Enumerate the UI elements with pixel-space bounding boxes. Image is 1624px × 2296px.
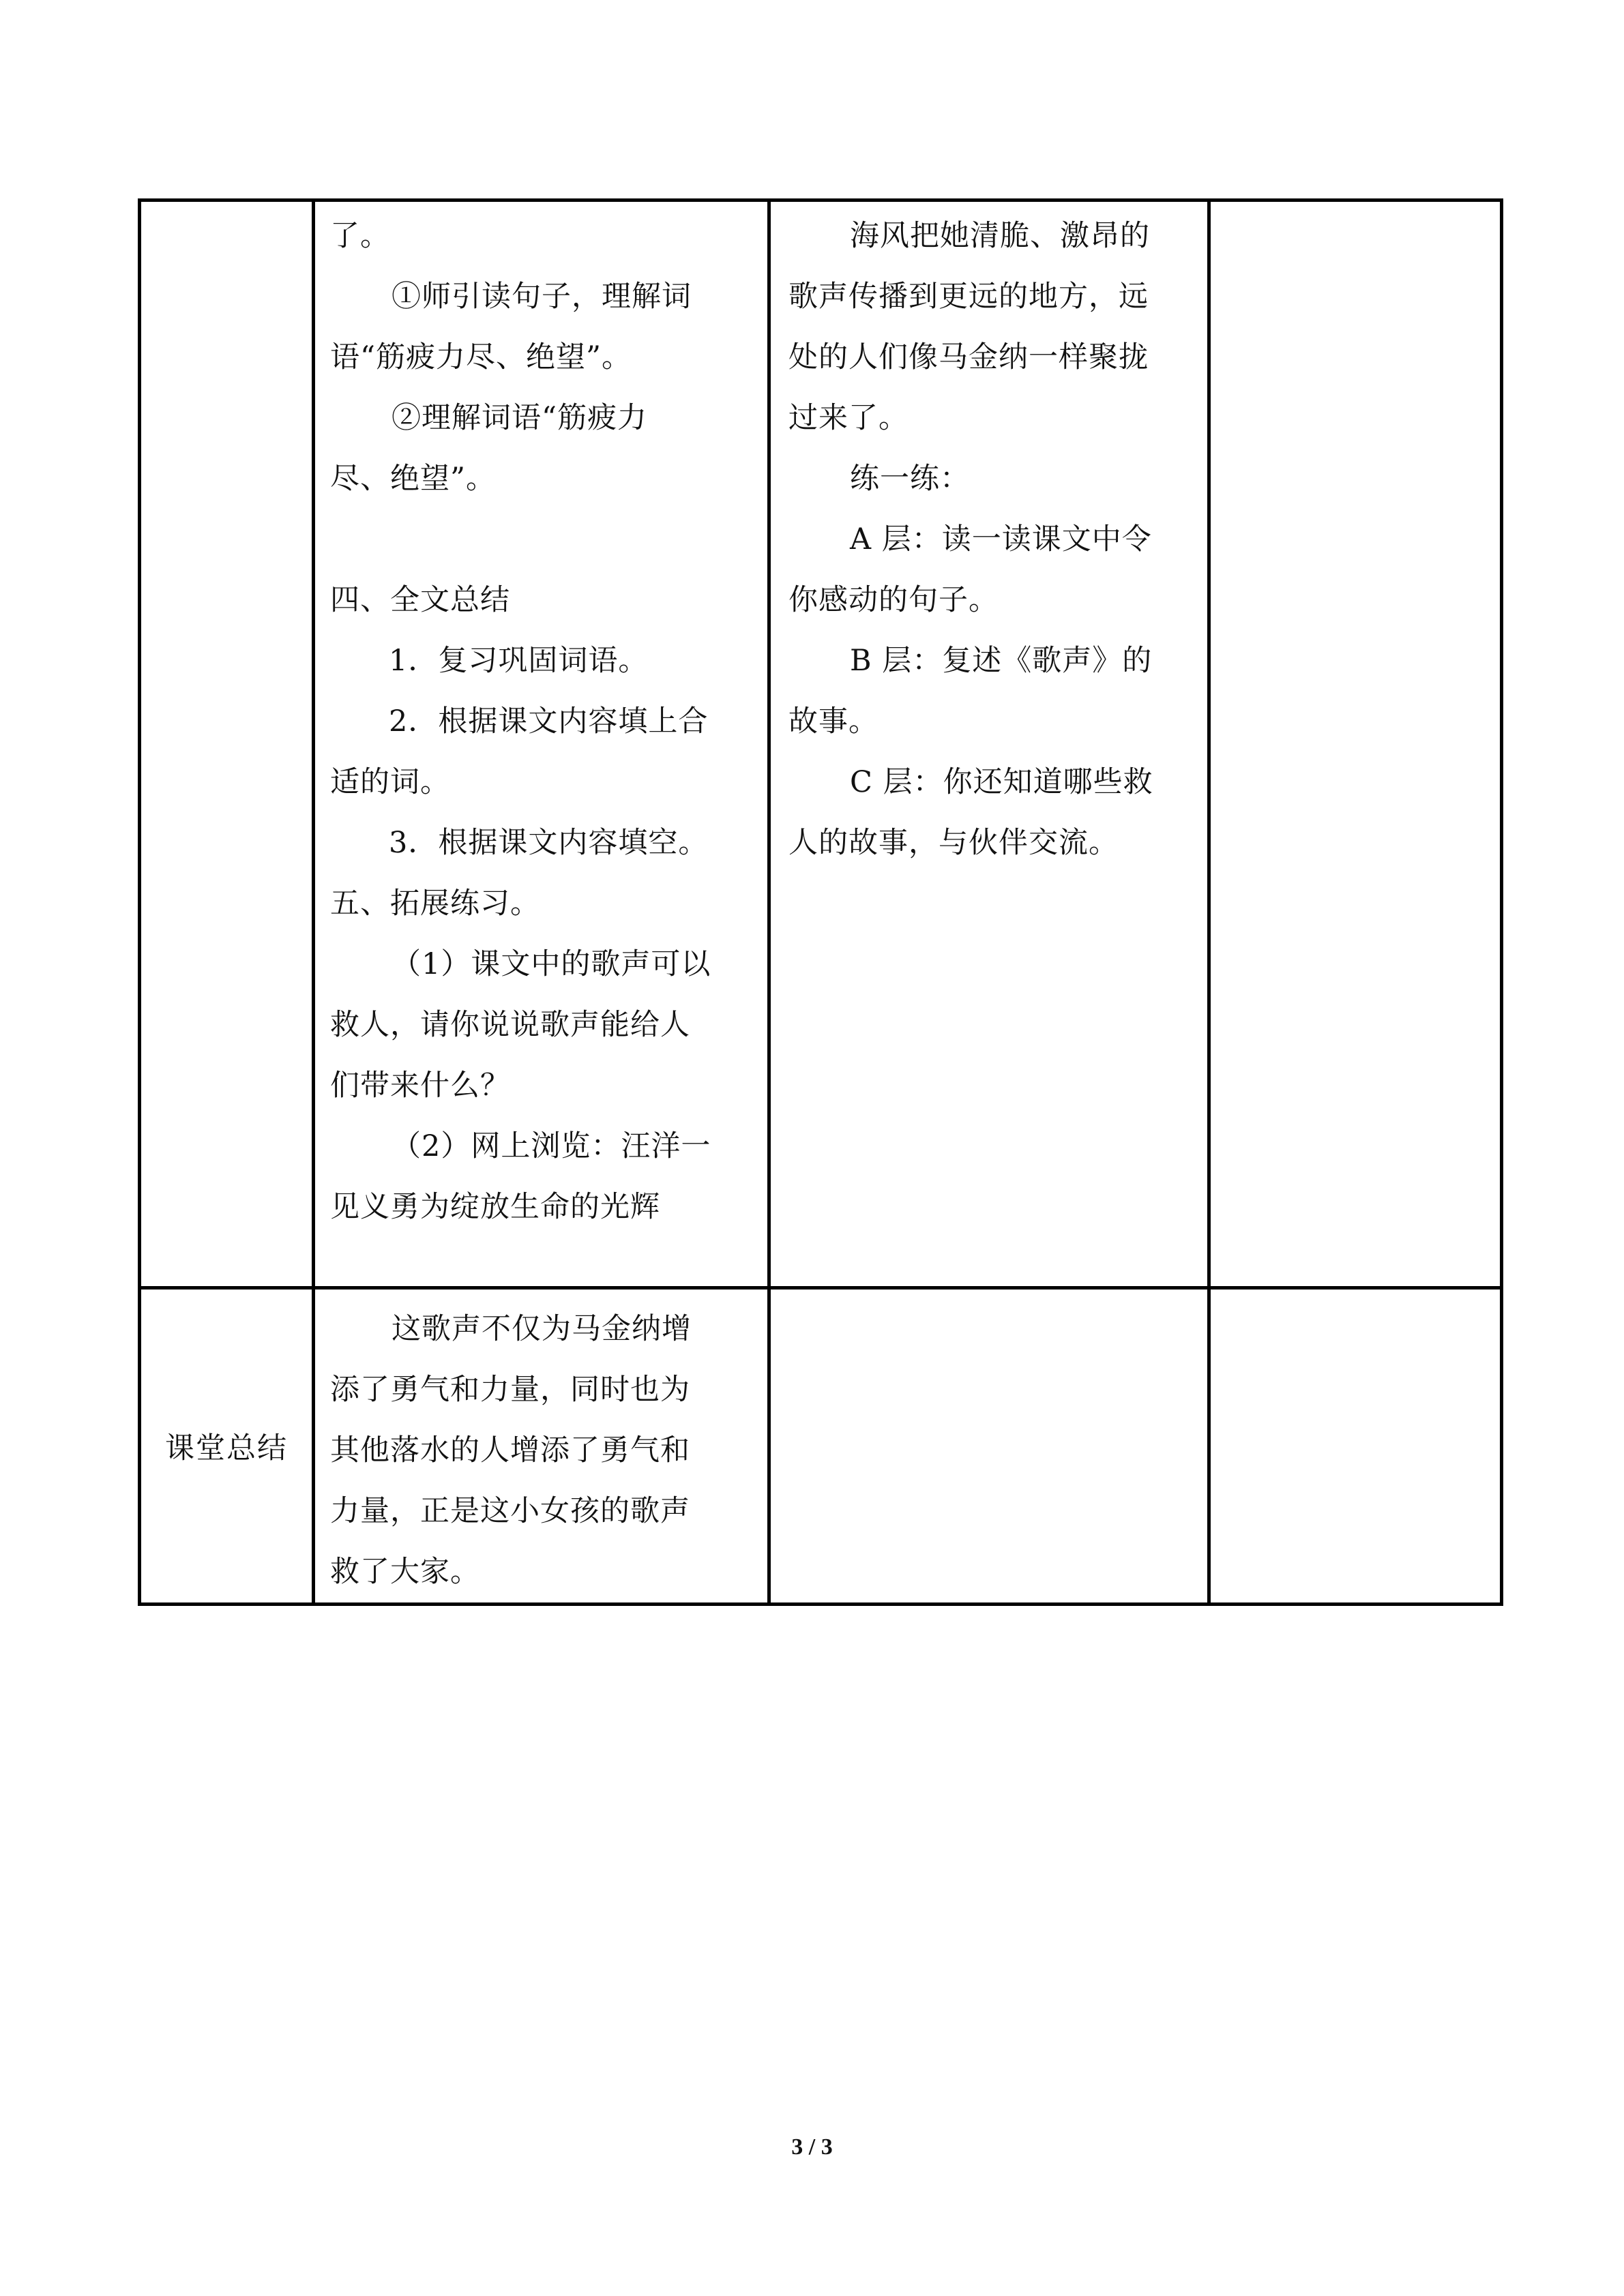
text-line: 其他落水的人增添了勇气和 bbox=[330, 1433, 690, 1467]
text-line: 故事。 bbox=[788, 704, 879, 739]
text-line: C 层：你还知道哪些救 bbox=[850, 765, 1153, 799]
row2-student-activity-cell bbox=[769, 1288, 1209, 1605]
text-line: B 层：复述《歌声》的 bbox=[850, 644, 1153, 678]
text-line: 1．复习巩固词语。 bbox=[389, 644, 649, 678]
text-line: A 层：读一读课文中令 bbox=[850, 522, 1152, 556]
text-line: 救人，请你说说歌声能给人 bbox=[330, 1008, 690, 1042]
table-row bbox=[140, 200, 1502, 1288]
row-label: 课堂总结 bbox=[165, 1431, 288, 1465]
row2-label-cell bbox=[140, 1288, 314, 1605]
text-line: （2）网上浏览：汪洋一 bbox=[392, 1129, 711, 1163]
row1-notes-cell bbox=[1209, 200, 1502, 1288]
text-line: 2．根据课文内容填上合 bbox=[389, 704, 709, 739]
text-line: 适的词。 bbox=[330, 765, 450, 799]
text-line: 语“筋疲力尽、绝望”。 bbox=[330, 340, 632, 374]
lesson-plan-table bbox=[138, 198, 1503, 1606]
text-line: 练一练： bbox=[850, 462, 970, 496]
page-number: 3 / 3 bbox=[791, 2134, 833, 2160]
text-line: 添了勇气和力量，同时也为 bbox=[330, 1373, 690, 1407]
text-line: 3．根据课文内容填空。 bbox=[389, 826, 709, 860]
text-line: 了。 bbox=[330, 219, 390, 253]
row1-label-cell bbox=[140, 200, 314, 1288]
row1-process-cell bbox=[314, 200, 769, 1288]
text-line: 你感动的句子。 bbox=[788, 583, 999, 617]
blank-line bbox=[330, 509, 755, 570]
text-line: 处的人们像马金纳一样聚拢 bbox=[788, 340, 1149, 374]
text-line: （1）课文中的歌声可以 bbox=[392, 947, 711, 981]
text-line: 人的故事，与伙伴交流。 bbox=[788, 826, 1119, 860]
table-row bbox=[140, 1288, 1502, 1605]
text-line: 尽、绝望”。 bbox=[330, 462, 496, 496]
section-heading: 四、全文总结 bbox=[330, 583, 510, 617]
row2-notes-cell bbox=[1209, 1288, 1502, 1605]
text-line: 救了大家。 bbox=[330, 1555, 480, 1589]
text-line: ②理解词语“筋疲力 bbox=[392, 401, 647, 435]
text-line: 过来了。 bbox=[788, 401, 909, 435]
text-line: 歌声传播到更远的地方，远 bbox=[788, 280, 1149, 314]
text-line: 这歌声不仅为马金纳增 bbox=[392, 1312, 692, 1346]
text-line: 见义勇为绽放生命的光辉 bbox=[330, 1190, 660, 1224]
row2-summary-cell bbox=[314, 1288, 769, 1605]
row1-student-activity-cell bbox=[769, 200, 1209, 1288]
text-line: 们带来什么？ bbox=[330, 1069, 510, 1103]
section-heading: 五、拓展练习。 bbox=[330, 886, 540, 921]
text-line: ①师引读句子，理解词 bbox=[392, 280, 692, 314]
text-line: 海风把她清脆、激昂的 bbox=[850, 219, 1150, 253]
text-line: 力量，正是这小女孩的歌声 bbox=[330, 1494, 690, 1528]
